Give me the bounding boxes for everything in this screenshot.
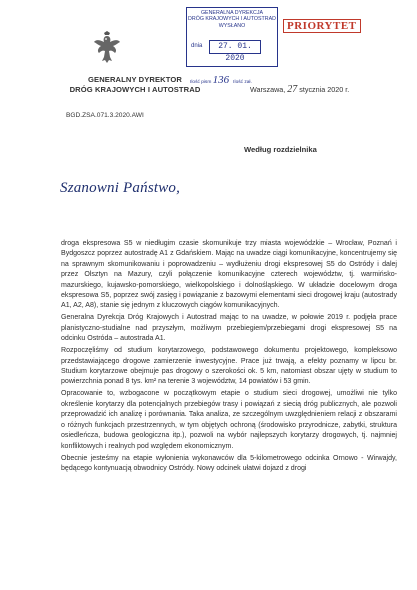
stamp-line-1: GENERALNA DYREKCJA xyxy=(200,10,264,16)
dispatch-stamp xyxy=(186,7,278,67)
addressee: Według rozdzielnika xyxy=(244,145,317,154)
stamp-line-3: WYSŁANO xyxy=(218,22,246,29)
body-paragraph: droga ekspresowa S5 w niedługim czasie skomunikuje trzy miasta wojewódzkie – Wrocław, Poznań i Bydgoszcz poprzez autostradę A1 z Gdańskiem. Mając na uwadze ciągi komunikacyjne, koncentrujemy się na sprawnym skomunikowaniu i poprowadzeniu – wydłużeniu drogi ekspresowej S5 do Ostródy i dalej przez Olsztyn na Mazury, czyli połączenie komunikacyjne czterech województw, tj. warmińsko-mazurskiego, kujawsko-pomorskiego, wielkopolskiego i dolnośląskiego. W układzie docelowym droga ekspresowa S5, poprzez swój zasięg i powiązanie z bazowymi elementami sieci drogowej kraju (autostrady A1, A2, A8), stanie się jednym z kluczowych ciągów komunikacyjnych. xyxy=(61,240,397,310)
org-line-2: DRÓG KRAJOWYCH I AUTOSTRAD xyxy=(69,85,201,94)
place-suffix: stycznia 2020 r. xyxy=(299,85,350,94)
place-day: 27 xyxy=(287,84,298,95)
stamp-sheets-value: 136 xyxy=(212,74,230,86)
letter-body xyxy=(61,239,397,474)
place-date xyxy=(250,84,349,95)
reference-number: BGD.ZSA.071.3.2020.AWI xyxy=(66,112,144,119)
stamp-date-value: 27. 01. 2020 xyxy=(209,40,261,54)
stamp-sheets-label: Ilość pism xyxy=(190,80,212,85)
greeting: Szanowni Państwo, xyxy=(60,180,181,196)
stamp-line-2: DRÓG KRAJOWYCH I AUTOSTRAD xyxy=(188,16,276,23)
place-prefix: Warszawa, xyxy=(250,85,286,94)
state-emblem-icon xyxy=(93,30,121,64)
priority-stamp: PRIORYTET xyxy=(283,19,361,33)
body-paragraph: Rozpoczęliśmy od studium korytarzowego, podstawowego dokumentu projektowego, kompleksowo przedstawiającego drogowe zamierzenie inwestycyjne. Prace już trwają, a efekty poznamy w lipcu br. Studium korytarzowe obejmuje pas drogowy o szerokości ok. 5 km, natomiast obszar ujęty w studium to powierzchnia ponad 8 tys. km² na terenie 3 województw, 14 powiatów i 53 gmin. xyxy=(61,347,397,386)
body-paragraph: Generalna Dyrekcja Dróg Krajowych i Autostrad mając to na uwadze, w połowie 2019 r. podjęła prace planistyczno-studialne nad przyszłym, możliwym przebiegiem/przebiegami drogi ekspresowej S5 na odcinku Ostróda – autostrada A1. xyxy=(61,314,397,343)
body-paragraph: Opracowanie to, wzbogacone w początkowym etapie o studium sieci drogowej, umożliwi nie tylko określenie korytarzy dla potencjalnych przebiegów trasy i powiązań z siecią dróg publicznych, ale pozwoli przeprowadzić ich analizę i porównania. Taka analiza, ze szczególnym uwzględnieniem relacji z obszarami o różnych funkcjach przestrzennych, w tym objętych ochroną (środowisko przyrodnicze, zabytki, struktura osiedleńcza, budowa geologiczna itp.), pozwoli na wybór najlepszych korytarzy drogowych, tj. najmniej konfliktowych i realnych pod względem ekonomicznym. xyxy=(61,390,397,450)
body-paragraph: Obecnie jesteśmy na etapie wyłonienia wykonawców dla 5-kilometrowego odcinka Ornowo - Wirwajdy, będącego kontynuacją obwodnicy Ostródy. Nowy odcinek ułatwi dojazd z drogi xyxy=(61,454,397,472)
stamp-date-label: dnia xyxy=(191,43,203,49)
org-line-1: GENERALNY DYREKTOR xyxy=(88,75,182,84)
stamp-counts xyxy=(190,74,252,86)
stamp-items-label: Ilość zał. xyxy=(233,80,252,85)
sender-organization xyxy=(60,75,210,95)
